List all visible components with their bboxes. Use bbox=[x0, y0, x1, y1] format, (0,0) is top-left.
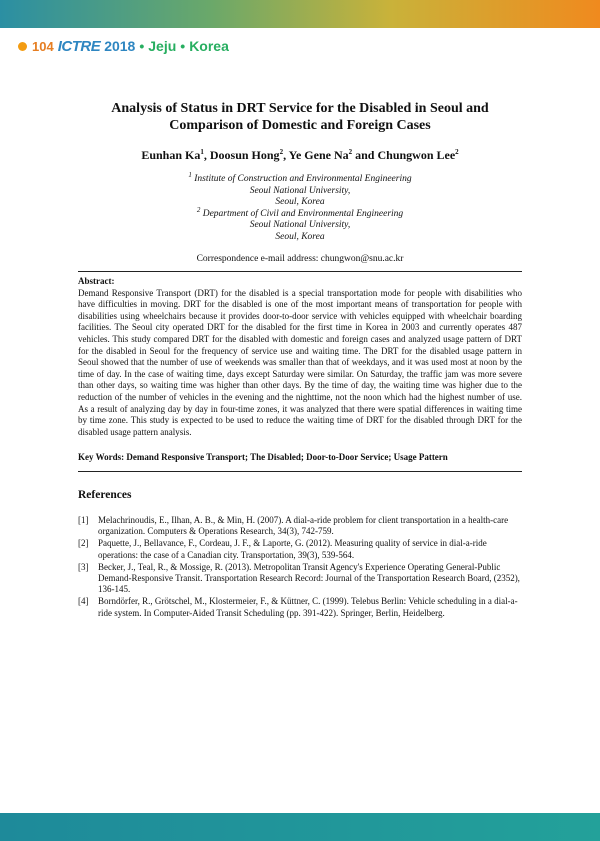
author-name: Eunhan Ka bbox=[141, 148, 201, 162]
affiliations bbox=[60, 170, 540, 243]
abstract-section bbox=[78, 276, 522, 438]
reference-text: Melachrinoudis, E., Ilhan, A. B., & Min, H. (2007). A dial-a-ride problem for client transportation in a health-care organization. Computers & Operations Research, 34(3), 742-759. bbox=[98, 515, 509, 537]
affiliation-line: Seoul National University, bbox=[249, 220, 351, 230]
orange-dot-icon bbox=[18, 42, 27, 51]
reference-item bbox=[78, 596, 522, 618]
affil-text: Institute of Construction and Environmental Engineering bbox=[194, 174, 412, 184]
author-affil-mark: 2 bbox=[455, 148, 459, 156]
author-list bbox=[60, 148, 540, 163]
reference-item bbox=[78, 562, 522, 596]
page-number: 104 bbox=[32, 38, 54, 54]
conference-city: Jeju bbox=[148, 38, 177, 54]
reference-number: [4] bbox=[78, 596, 89, 607]
reference-text: Borndörfer, R., Grötschel, M., Klostermeier, F., & Küttner, C. (1999). Telebus Berlin: Vehicle scheduling in a dial-a-ride system. In Computer-Aided Transit Scheduling (pp. 391-422). Springer, Berlin, Heidelberg. bbox=[98, 596, 518, 618]
author-name: Doosun Hong bbox=[209, 148, 280, 162]
reference-number: [2] bbox=[78, 538, 89, 549]
title-line: Analysis of Status in DRT Service for the Disabled in Seoul and bbox=[111, 101, 489, 116]
references-heading: References bbox=[78, 489, 132, 501]
author-affil-mark: 1 bbox=[200, 148, 204, 156]
top-decorative-band bbox=[0, 0, 600, 28]
affiliation-line: Seoul, Korea bbox=[275, 197, 325, 207]
reference-number: [3] bbox=[78, 561, 89, 572]
reference-text: Becker, J., Teal, R., & Mossige, R. (2013). Metropolitan Transit Agency's Experience Operating General-Public Demand-Responsive Transit. Transportation Research Record: Journal of the Transportation Research Board, (2352), 136-145. bbox=[98, 561, 520, 595]
divider bbox=[78, 271, 522, 272]
reference-number: [1] bbox=[78, 515, 89, 525]
conference-logo: ICTRE bbox=[57, 37, 101, 55]
reference-item bbox=[78, 515, 522, 537]
bottom-decorative-band bbox=[0, 813, 600, 841]
affil-mark: 2 bbox=[196, 205, 201, 214]
author-affil-mark: 2 bbox=[348, 148, 353, 156]
author-separator: , bbox=[203, 148, 210, 162]
author-separator: , bbox=[283, 148, 289, 162]
conference-year: 2018 bbox=[104, 38, 136, 54]
affil-mark: 1 bbox=[188, 170, 192, 179]
author-name: Ye Gene Na bbox=[288, 148, 349, 162]
abstract-body: Demand Responsive Transport (DRT) for the disabled is a special transportation mode for people with disabilities who have difficulties in moving. DRT for the disabled is one of the most important means of transportation for people with disabilities using wheelchairs because it provides door-to-door service with vehicles equipped with wheelchair boarding facilities. The Seoul city operated DRT for the disabled for the first time in Korea in 2003 and currently operates 487 vehicles. This study compared DRT for the disabled with domestic and foreign cases and analyzed usage pattern of DRT for the disabled in Seoul for the frequency of service use and waiting time. The DRT for the disabled usage pattern in Seoul showed that the number of use of weekends was smaller than that of weekdays, and it was used most at noon by the time of day. In the case of waiting time, days except Saturday were similar. On Saturday, the traffic jam was more severe than other days, so waiting time was higher than other days. By the time of day, the waiting time was higher due to the reduction of the number of vehicles in the evening and the nighttime, not the noon which had the highest number of use. As a result of analyzing day by day in four-time zones, it was analyzed that there were spatial differences in waiting time by time zone. This study is expected to be used to reduce the waiting time of DRT for the disabled through DRT for the disabled usage pattern analysis. bbox=[78, 287, 522, 437]
conference-country: Korea bbox=[189, 38, 229, 54]
paper-title bbox=[60, 100, 540, 134]
author-affil-mark: 2 bbox=[279, 148, 284, 156]
author-separator: and bbox=[352, 148, 378, 162]
author-name: Chungwon Lee bbox=[377, 148, 456, 162]
title-line: Comparison of Domestic and Foreign Cases bbox=[169, 118, 431, 133]
references-list bbox=[78, 515, 522, 620]
affiliation-line: Seoul National University, bbox=[249, 185, 351, 196]
correspondence-email: Correspondence e-mail address: chungwon@snu.ac.kr bbox=[196, 254, 404, 264]
affiliation-line bbox=[60, 170, 540, 186]
affiliation-line bbox=[60, 205, 540, 221]
keywords: Key Words: Demand Responsive Transport; The Disabled; Door-to-Door Service; Usage Pattern bbox=[78, 452, 448, 462]
reference-item bbox=[78, 538, 522, 560]
affil-text: Department of Civil and Environmental Engineering bbox=[202, 208, 404, 219]
divider bbox=[78, 471, 522, 472]
abstract-label: Abstract: bbox=[78, 276, 115, 286]
affiliation-line: Seoul, Korea bbox=[275, 231, 325, 242]
header-separator: • bbox=[180, 38, 186, 54]
header-separator: • bbox=[139, 38, 145, 54]
reference-text: Paquette, J., Bellavance, F., Cordeau, J. F., & Laporte, G. (2012). Measuring quality of service in dial-a-ride operations: the case of a Canadian city. Transportation, 39(3), 539-564. bbox=[98, 538, 487, 560]
conference-header bbox=[18, 34, 229, 58]
